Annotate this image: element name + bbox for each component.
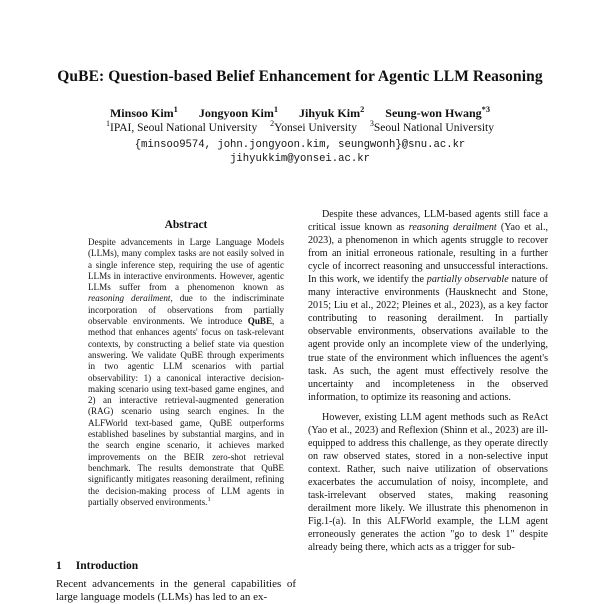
author-mark: *3: [481, 105, 490, 114]
abstract-body: [88, 237, 284, 508]
abstract-text: Despite advancements in Large Language Models (LLMs), many complex tasks are not easily solved in a single inference step, requiring the use of agentic LLMs in interactive environments. However, agentic LLMs suffer from a phenomenon known as: [88, 237, 284, 293]
author-list: [0, 106, 600, 121]
email-line: jihyukkim@yonsei.ac.kr: [230, 153, 370, 165]
section-title: Introduction: [75, 560, 139, 572]
paragraph-text: Despite these advances, LLM-based agents still face a critical issue known as: [308, 209, 548, 234]
right-column: [308, 208, 548, 561]
affiliation-list: [0, 119, 600, 134]
affiliation-mark: 2: [270, 119, 275, 129]
emphasis: partially observable: [426, 274, 509, 286]
abstract-heading: Abstract: [164, 219, 208, 231]
paragraph-text: (Yao et al., 2023), a phenomenon in which agents struggle to recover from an initial erroneous rationale, resulting in a further cycle of incorrect reasoning and unsuccessful interactions. In this work, we identify the: [308, 222, 548, 286]
section-heading: [56, 560, 138, 572]
affiliation: [270, 119, 357, 134]
affiliation-name: Yonsei University: [274, 122, 357, 134]
author: [199, 106, 278, 120]
affiliation-name: IPAI, Seoul National University: [110, 122, 258, 134]
author: [385, 106, 490, 120]
intro-text: Recent advancements in the general capabilities of large language models (LLMs) has led to an ex-: [56, 578, 296, 603]
author-name: Minsoo Kim: [109, 106, 174, 120]
abstract-text: , due to the indiscriminate incorporation of observations from partially observable environments. We introduce: [88, 293, 285, 327]
paper-title: QuBE: Question-based Belief Enhancement for Agentic LLM Reasoning: [57, 68, 543, 85]
author-mark: 1: [273, 105, 279, 114]
footnote-mark: 1: [207, 495, 211, 503]
author-mark: 2: [360, 105, 365, 114]
affiliation: [106, 119, 258, 134]
affiliation-mark: 1: [106, 119, 111, 129]
paragraph-text: nature of many interactive environments (Hausknecht and Stone, 2015; Liu et al., 2022; Pleines et al., 2023), as a key factor contributing to reasoning derailment. In partially observable environments, observations available to the agent provide only an incomplete view of the underlying, true state of the environment which influences the agent's task. As such, the agent must effectively resolve the uncertainty and incompleteness in the observed information, to optimize its reasoning and actions.: [308, 274, 549, 403]
author-name: Seung-won Hwang: [385, 106, 482, 120]
author: [110, 106, 178, 120]
email-line: {minsoo9574, john.jongyoon.kim, seungwonh}@snu.ac.kr: [134, 139, 466, 151]
abstract-method-name: QuBE: [247, 316, 273, 327]
author-mark: 1: [173, 105, 178, 114]
affiliation-name: Seoul National University: [373, 122, 494, 134]
author-name: Jongyoon Kim: [198, 106, 274, 120]
paragraph: However, existing LLM agent methods such as ReAct (Yao et al., 2023) and Reflexion (Shinn et al., 2023) are ill-equipped to address this challenge, as they operate directly on raw observed states, stored in a non-selective input context. Rather, such naive utilization of observations exacerbates the accumulation of noisy, incomplete, and task-irrelevant observed states, making reasoning derailment more likely. We illustrate this phenomenon in Fig.1-(a). In this ALFWorld example, the LLM agent erroneously generates the action "go to desk 1" despite already being there, which acts as a trigger for sub-: [308, 411, 548, 554]
author: [299, 106, 364, 120]
abstract-emphasis: reasoning derailment: [88, 293, 171, 304]
section-number: 1: [56, 560, 62, 572]
affiliation: [369, 119, 494, 134]
paragraph: [308, 208, 548, 404]
abstract-text: , a method that enhances agents' focus on task-relevant contexts, by constructing a belief state via question answering. We validate QuBE through experiments in two agentic LLM scenarios with partial observability: 1) a canonical interactive decision-making scenario using text-based game engines, and 2) an interactive retrieval-augmented generation (RAG) scenario using search engines. In the ALFWorld text-based game, QuBE outperforms established baselines by substantial margins, and in the search engine scenario, it achieves marked improvements on the BEIR zero-shot retrieval benchmark. The results demonstrate that QuBE significantly mitigates reasoning derailment, refining the decision-making process of LLM agents in partially observed environments.: [88, 316, 284, 507]
emphasis: reasoning derailment: [408, 222, 497, 234]
author-name: Jihyuk Kim: [299, 106, 361, 120]
affiliation-mark: 3: [369, 119, 374, 129]
